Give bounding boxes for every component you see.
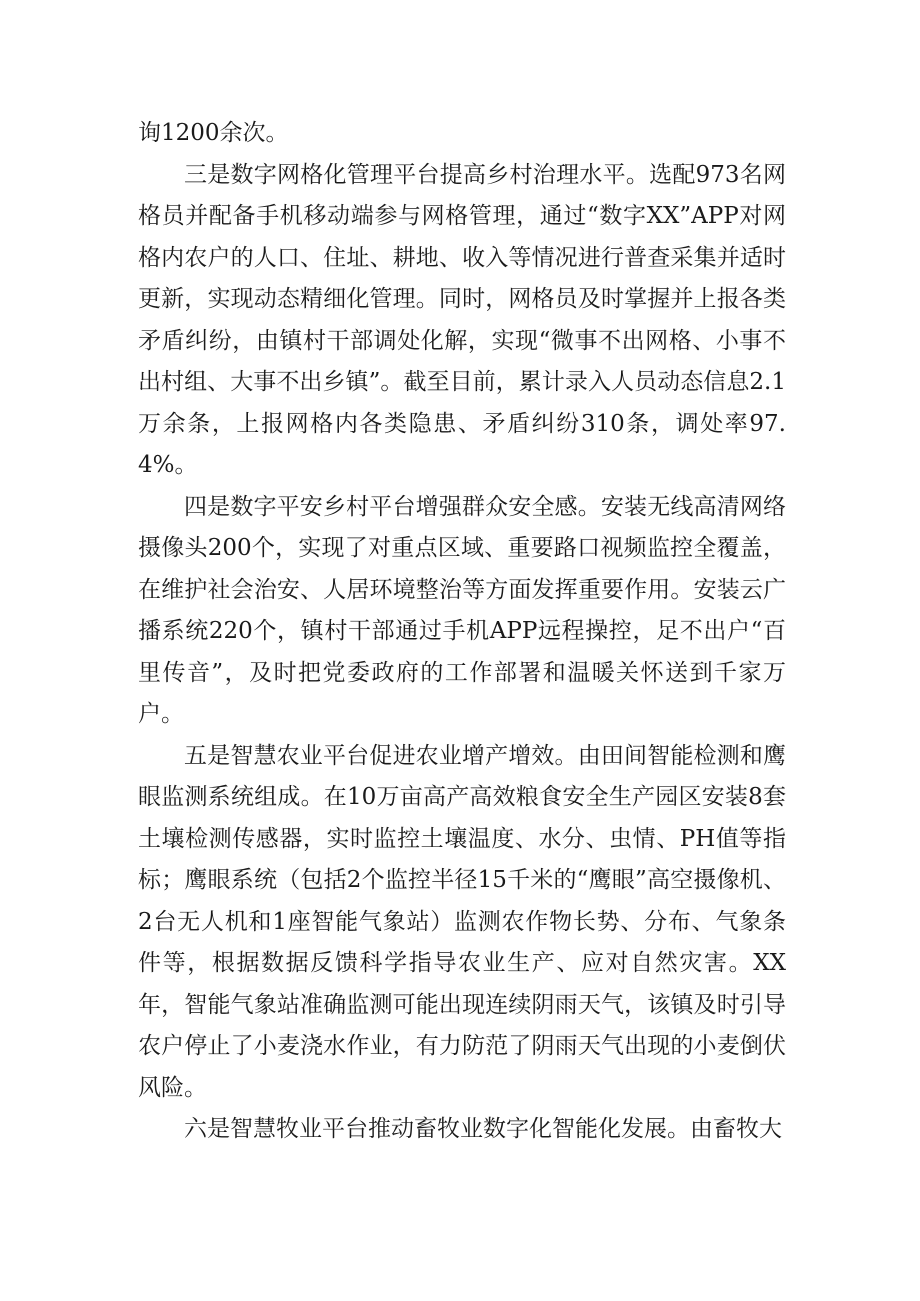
paragraph-query-count: 询1200余次。 — [138, 120, 289, 146]
paragraph-smart-agriculture: 五是智慧农业平台促进农业增产增效。由田间智能检测和鹰眼监测系统组成。在10万亩高产高效粮食安全生产园区安装8套土壤检测传感器，实时监控土壤温度、水分、虫情、PH值等指标；鹰眼系统（包括2个监控半径15千米的“鹰眼”高空摄像机、2台无人机和1座智能气象站）监测农作物长势、分布、气象条件等，根据数据反馈科学指导农业生产、应对自然灾害。XX年，智能气象站准确监测可能出现连续阴雨天气，该镇及时引导农户停止了小麦浇水作业，有力防范了阴雨天气出现的小麦倒伏风险。 — [138, 742, 786, 1101]
paragraph-smart-livestock: 六是智慧牧业平台推动畜牧业数字化智能化发展。由畜牧大 — [184, 1116, 782, 1142]
document-body — [138, 113, 786, 1151]
paragraph-safe-village: 四是数字平安乡村平台增强群众安全感。安装无线高清网络摄像头200个，实现了对重点区域、重要路口视频监控全覆盖，在维护社会治安、人居环境整治等方面发挥重要作用。安装云广播系统220个，镇村干部通过手机APP远程操控，足不出户“百里传音”，及时把党委政府的工作部署和温暖关怀送到千家万户。 — [138, 493, 786, 727]
paragraph-grid-management: 三是数字网格化管理平台提高乡村治理水平。选配973名网格员并配备手机移动端参与网格管理，通过“数字XX”APP对网格内农户的人口、住址、耕地、收入等情况进行普查采集并适时更新，实现动态精细化管理。同时，网格员及时掌握并上报各类矛盾纠纷，由镇村干部调处化解，实现“微事不出网格、小事不出村组、大事不出乡镇”。截至目前，累计录入人员动态信息2.1万余条，上报网格内各类隐患、矛盾纠纷310条，调处率97.4%。 — [138, 161, 786, 478]
